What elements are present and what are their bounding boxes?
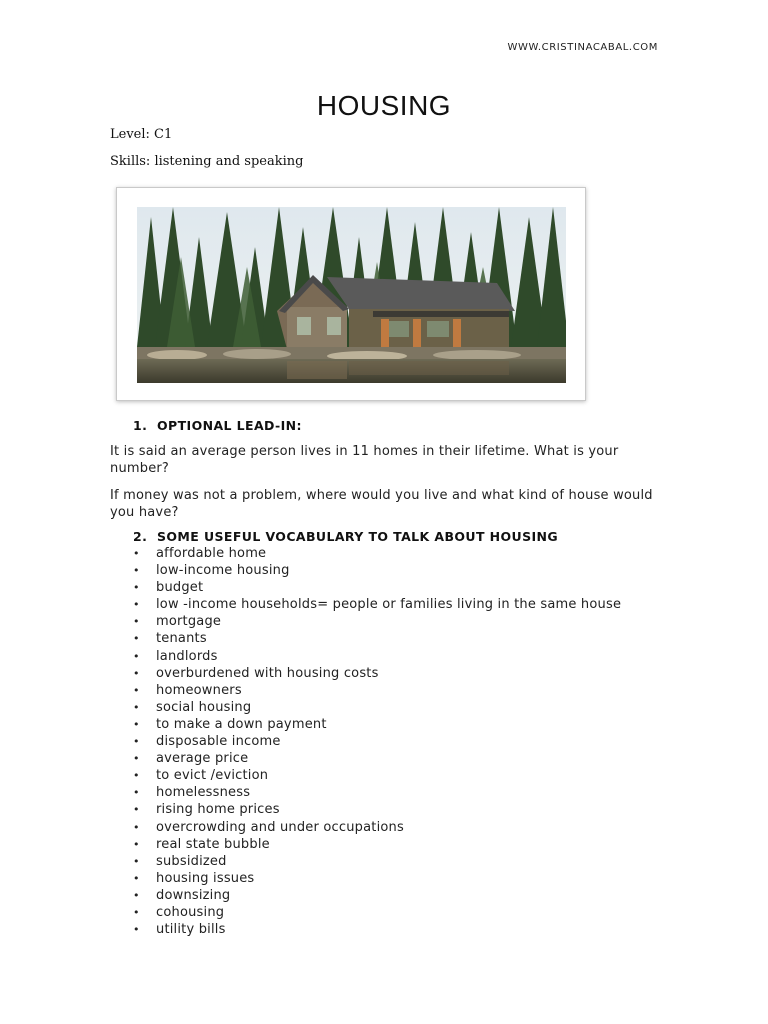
house-in-forest-photo — [137, 207, 566, 383]
section-number: 1. — [133, 418, 148, 433]
section-heading-lead-in — [133, 418, 302, 433]
bullet-icon: • — [133, 581, 140, 595]
house-photo-frame — [116, 187, 586, 401]
vocabulary-term: low-income housing — [156, 563, 290, 579]
vocabulary-term: downsizing — [156, 887, 231, 903]
bullet-icon: • — [133, 598, 140, 612]
vocabulary-term: rising home prices — [156, 802, 280, 818]
vocabulary-term: average price — [156, 751, 249, 767]
bullet-icon: • — [133, 803, 140, 817]
vocabulary-item — [133, 750, 621, 767]
vocabulary-item — [133, 887, 621, 904]
site-url[interactable]: WWW.CRISTINACABAL.COM — [507, 42, 658, 53]
vocabulary-term: overcrowding and under occupations — [156, 819, 404, 835]
lead-in-question-1: It is said an average person lives in 11 homes in their lifetime. What is your number? — [110, 444, 619, 476]
bullet-icon: • — [133, 547, 140, 560]
bullet-icon: • — [133, 666, 140, 680]
bullet-icon: • — [133, 923, 140, 937]
bullet-icon: • — [133, 717, 140, 731]
section-title: OPTIONAL LEAD-IN: — [157, 418, 302, 433]
bullet-icon: • — [133, 854, 140, 868]
bullet-icon: • — [133, 786, 140, 800]
level-line: Level: C1 — [110, 127, 173, 142]
vocabulary-item — [133, 767, 621, 784]
vocabulary-item — [133, 613, 621, 630]
bullet-icon: • — [133, 905, 140, 919]
skills-line: Skills: listening and speaking — [110, 154, 304, 169]
bullet-icon: • — [133, 564, 140, 578]
vocabulary-item — [133, 665, 621, 682]
vocabulary-term: affordable home — [156, 546, 267, 561]
vocabulary-term: budget — [156, 580, 204, 596]
bullet-icon: • — [133, 888, 140, 902]
vocabulary-item — [133, 682, 621, 699]
bullet-icon: • — [133, 871, 140, 885]
section-heading-vocabulary — [133, 529, 558, 544]
vocabulary-term: tenants — [156, 631, 207, 647]
vocabulary-item — [133, 648, 621, 665]
vocabulary-term: to make a down payment — [156, 716, 327, 732]
vocabulary-item — [133, 836, 621, 853]
bullet-icon: • — [133, 820, 140, 834]
vocabulary-term: landlords — [156, 648, 218, 664]
vocabulary-item — [133, 853, 621, 870]
vocabulary-term: utility bills — [156, 922, 226, 938]
vocabulary-list — [133, 545, 621, 938]
vocabulary-term: homelessness — [156, 785, 251, 801]
vocabulary-item — [133, 801, 621, 818]
vocabulary-item — [133, 784, 621, 801]
vocabulary-item — [133, 904, 621, 921]
bullet-icon: • — [133, 752, 140, 766]
section-number: 2. — [133, 529, 148, 544]
lead-in-question-2: If money was not a problem, where would you live and what kind of house would you have? — [110, 488, 653, 520]
vocabulary-term: real state bubble — [156, 836, 270, 852]
bullet-icon: • — [133, 837, 140, 851]
vocabulary-term: housing issues — [156, 870, 255, 886]
bullet-icon: • — [133, 700, 140, 714]
bullet-icon: • — [133, 735, 140, 749]
vocabulary-item — [133, 562, 621, 579]
vocabulary-item — [133, 921, 621, 938]
vocabulary-item — [133, 716, 621, 733]
vocabulary-term: overburdened with housing costs — [156, 665, 379, 681]
vocabulary-term: subsidized — [156, 853, 227, 869]
vocabulary-item — [133, 596, 621, 613]
vocabulary-term: to evict /eviction — [156, 768, 269, 784]
vocabulary-term: disposable income — [156, 734, 281, 750]
section-title: SOME USEFUL VOCABULARY TO TALK ABOUT HOUSING — [157, 529, 559, 544]
vocabulary-item — [133, 870, 621, 887]
vocabulary-item — [133, 630, 621, 647]
vocabulary-term: social housing — [156, 699, 252, 715]
page-title: HOUSING — [316, 90, 452, 121]
vocabulary-item — [133, 733, 621, 750]
vocabulary-term: homeowners — [156, 682, 242, 698]
vocabulary-item — [133, 545, 621, 562]
vocabulary-item — [133, 699, 621, 716]
vocabulary-item — [133, 579, 621, 596]
bullet-icon: • — [133, 683, 140, 697]
bullet-icon: • — [133, 632, 140, 646]
vocabulary-item — [133, 819, 621, 836]
bullet-icon: • — [133, 615, 140, 629]
bullet-icon: • — [133, 769, 140, 783]
vocabulary-term: low -income households= people or families living in the same house — [156, 597, 622, 613]
vocabulary-term: cohousing — [156, 904, 225, 920]
bullet-icon: • — [133, 649, 140, 663]
vocabulary-term: mortgage — [156, 614, 222, 630]
